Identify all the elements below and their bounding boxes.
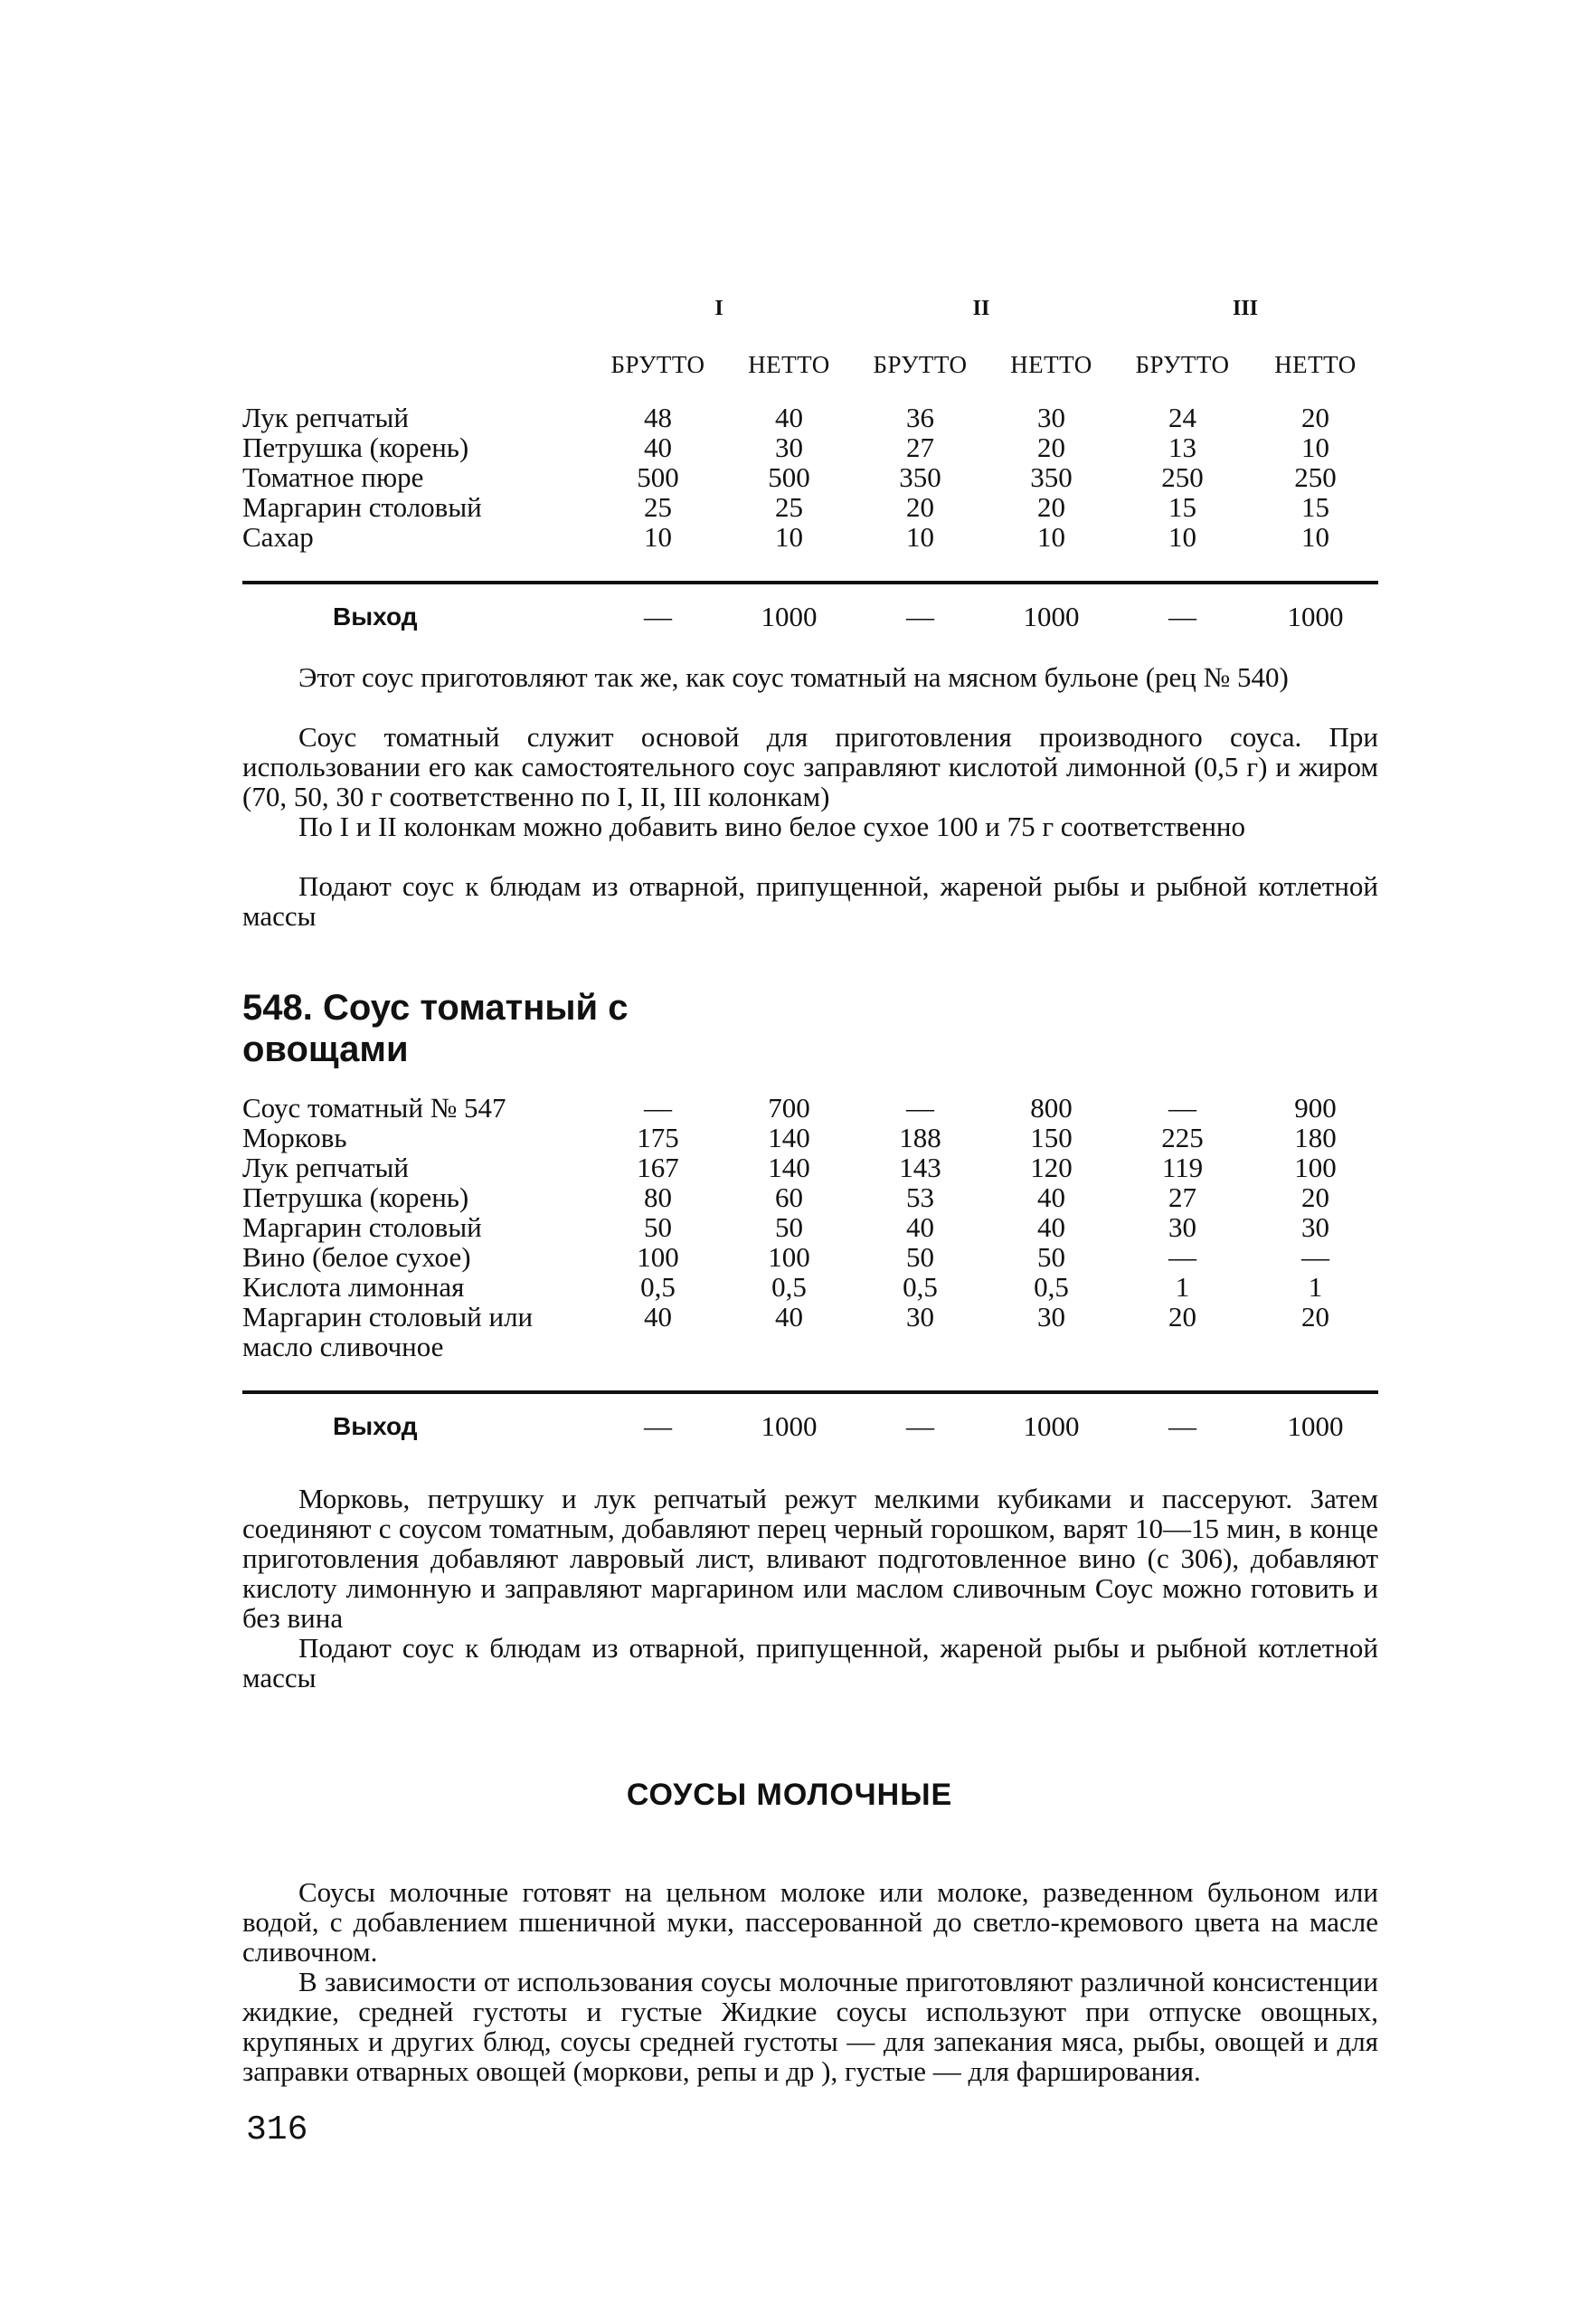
column-group-label: II: [972, 297, 990, 320]
table-cell: 30: [906, 1301, 934, 1333]
table-cell: 15: [1168, 491, 1196, 523]
ingredient-name: Петрушка (корень): [242, 1181, 469, 1213]
table-cell: 10: [644, 521, 672, 553]
paragraph: [242, 871, 1378, 931]
table-cell: 50: [906, 1241, 934, 1273]
table-cell: —: [906, 1092, 934, 1124]
paragraph: [242, 1967, 1378, 2086]
table-cell: 48: [644, 402, 672, 433]
table-row: [242, 1302, 1378, 1367]
table-row: [242, 1272, 1378, 1302]
paragraph: [242, 1877, 1378, 1967]
table-cell: 100: [1294, 1152, 1337, 1183]
column-subheader-row: [242, 350, 1378, 403]
table-row: [242, 1242, 1378, 1272]
table-cell: 100: [637, 1241, 679, 1273]
table-cell: 250: [1161, 461, 1204, 493]
table-cell: 10: [1037, 521, 1065, 553]
table-row: [242, 492, 1378, 522]
paragraph: [242, 722, 1378, 811]
table-cell: 140: [768, 1152, 810, 1183]
table-cell: 30: [1037, 1301, 1065, 1333]
column-subheader: БРУТТО: [873, 351, 968, 378]
table-cell: 700: [768, 1092, 810, 1124]
table-row: [242, 1153, 1378, 1182]
table-cell: 53: [906, 1181, 934, 1213]
ingredient-name: Петрушка (корень): [242, 432, 469, 463]
table-cell: 800: [1030, 1092, 1073, 1124]
table-cell: 20: [1037, 432, 1065, 463]
table-cell: 143: [899, 1152, 941, 1183]
ingredient-name: Лук репчатый: [242, 1152, 409, 1183]
paragraph: [242, 1484, 1378, 1633]
table-cell: 350: [1030, 461, 1073, 493]
ingredients-table-1: [242, 294, 1378, 648]
paragraph: [242, 811, 1378, 841]
table-row: [242, 1123, 1378, 1153]
table-cell: —: [1168, 1241, 1196, 1273]
table-row: [242, 462, 1378, 492]
table-row: [242, 1212, 1378, 1242]
table-row: [242, 1093, 1378, 1123]
ingredients-table-548: [242, 1093, 1378, 1457]
column-group-label: I: [714, 297, 723, 320]
paragraph-text: В зависимости от использования соусы молочные приготовляют различной консистенции жидкие, средней густоты и густые Жидкие соусы используют при отпуске овощных, крупяных и других блюд, соусы средней густоты — для запекания мяса, рыбы, овощей и для заправки отварных овощей (моркови, репы и др ), густые — для фарширования.: [242, 1966, 1378, 2087]
table-cell: 36: [906, 402, 934, 433]
table-cell: 40: [1037, 1211, 1065, 1243]
table-cell: 250: [1294, 461, 1337, 493]
ingredient-name: Маргарин столовый: [242, 491, 482, 523]
table-cell: 13: [1168, 432, 1196, 463]
table-cell: 10: [1168, 521, 1196, 553]
table-cell: —: [1112, 583, 1253, 648]
ingredient-name: Маргарин столовый или масло сливочное: [242, 1301, 534, 1362]
table-cell: 1000: [728, 1392, 850, 1457]
ingredient-name: Маргарин столовый: [242, 1211, 482, 1243]
table-cell: 0,5: [1034, 1271, 1069, 1303]
table-row: [242, 1182, 1378, 1212]
table-cell: 30: [775, 432, 803, 463]
output-label: Выход: [242, 583, 588, 648]
output-row: [242, 1392, 1378, 1457]
table-cell: 120: [1030, 1152, 1073, 1183]
ingredient-name: Соус томатный № 547: [242, 1092, 506, 1124]
table-cell: 20: [1037, 491, 1065, 523]
column-group-label: III: [1232, 297, 1259, 320]
table-cell: 30: [1301, 1211, 1329, 1243]
table-cell: 10: [1301, 521, 1329, 553]
table-cell: —: [588, 583, 728, 648]
table-cell: 175: [637, 1122, 679, 1153]
table-cell: 1: [1175, 1271, 1190, 1303]
table-cell: —: [1301, 1241, 1329, 1273]
table-row: [242, 432, 1378, 462]
paragraph: [242, 1633, 1378, 1693]
output-row: [242, 583, 1378, 648]
table-cell: 40: [906, 1211, 934, 1243]
column-subheader: НЕТТО: [1010, 351, 1092, 378]
paragraph-text: Соус томатный служит основой для приготовления производного соуса. При использовании его как самостоятельного соус заправляют кислотой лимонной (0,5 г) и жиром (70, 50, 30 г соответственно по I, II, III колонкам): [242, 721, 1378, 812]
paragraph-text: Соусы молочные готовят на цельном молоке или молоке, разведенном бульоном или водой, с добавлением пшеничной муки, пассерованной до светло-кремового цвета на масле сливочном.: [242, 1876, 1378, 1968]
table-cell: —: [850, 1392, 990, 1457]
table-cell: 30: [1037, 402, 1065, 433]
table-cell: 0,5: [903, 1271, 938, 1303]
section-title: СОУСЫ МОЛОЧНЫЕ: [626, 1778, 953, 1812]
table-cell: 500: [637, 461, 679, 493]
table-cell: 350: [899, 461, 941, 493]
table-cell: 119: [1161, 1152, 1204, 1183]
table-cell: 20: [1301, 1181, 1329, 1213]
column-group-header: [242, 294, 1378, 350]
table-cell: 40: [775, 402, 803, 433]
table-cell: —: [588, 1392, 728, 1457]
table-cell: 150: [1030, 1122, 1073, 1153]
paragraph: [242, 662, 1378, 692]
table-cell: 188: [899, 1122, 941, 1153]
table-cell: 0,5: [771, 1271, 807, 1303]
paragraph-text: Подают соус к блюдам из отварной, припущенной, жареной рыбы и рыбной котлетной массы: [242, 1632, 1378, 1693]
table-cell: 27: [1168, 1181, 1196, 1213]
table-cell: 225: [1161, 1122, 1204, 1153]
table-cell: 20: [1301, 1301, 1329, 1333]
column-subheader: БРУТТО: [1135, 351, 1230, 378]
ingredient-name: Кислота лимонная: [242, 1271, 465, 1303]
table-cell: 1000: [728, 583, 850, 648]
table-cell: 20: [1168, 1301, 1196, 1333]
table-cell: 167: [637, 1152, 679, 1183]
table-cell: 1000: [1253, 583, 1378, 648]
column-subheader: БРУТТО: [610, 351, 705, 378]
table-cell: 1000: [990, 583, 1112, 648]
ingredient-name: Вино (белое сухое): [242, 1241, 471, 1273]
table-cell: 24: [1168, 402, 1196, 433]
table-cell: 10: [906, 521, 934, 553]
table-cell: 50: [1037, 1241, 1065, 1273]
table-cell: 40: [644, 1301, 672, 1333]
table-cell: 1000: [1253, 1392, 1378, 1457]
table-cell: 25: [644, 491, 672, 523]
table-cell: 80: [644, 1181, 672, 1213]
table-cell: 20: [906, 491, 934, 523]
column-subheader: НЕТТО: [748, 351, 830, 378]
ingredient-name: Лук репчатый: [242, 402, 409, 433]
table-row: [242, 403, 1378, 432]
table-row: [242, 522, 1378, 557]
table-cell: 30: [1168, 1211, 1196, 1243]
paragraph-text: По I и II колонкам можно добавить вино белое сухое 100 и 75 г соответственно: [298, 811, 1246, 842]
paragraph-text: Морковь, петрушку и лук репчатый режут мелкими кубиками и пассеруют. Затем соединяют с соусом томатным, добавляют перец черный горошком, варят 10—15 мин, в конце приготовления добавляют лавровый лист, вливают подготовленное вино (с 306), добавляют кислоту лимонную и заправляют маргарином или маслом сливочным Соус можно готовить и без вина: [242, 1483, 1378, 1634]
table-cell: —: [1168, 1092, 1196, 1124]
table-cell: 180: [1294, 1122, 1337, 1153]
table-cell: 40: [644, 432, 672, 463]
table-cell: 50: [644, 1211, 672, 1243]
page-number: 316: [246, 2111, 308, 2149]
ingredient-name: Томатное пюре: [242, 461, 424, 493]
table-cell: 60: [775, 1181, 803, 1213]
ingredient-name: Сахар: [242, 521, 314, 553]
table-cell: 50: [775, 1211, 803, 1243]
table-cell: 900: [1294, 1092, 1337, 1124]
table-cell: 100: [768, 1241, 810, 1273]
table-cell: 25: [775, 491, 803, 523]
table-cell: 40: [1037, 1181, 1065, 1213]
ingredient-name: Морковь: [242, 1122, 347, 1153]
column-subheader: НЕТТО: [1274, 351, 1357, 378]
table-cell: 15: [1301, 491, 1329, 523]
table-cell: —: [1112, 1392, 1253, 1457]
table-cell: 0,5: [640, 1271, 676, 1303]
output-label: Выход: [242, 1392, 588, 1457]
paragraph-text: Этот соус приготовляют так же, как соус томатный на мясном бульоне (рец № 540): [298, 661, 1289, 693]
table-cell: 140: [768, 1122, 810, 1153]
recipe-title: 548. Соус томатный с овощами: [242, 988, 629, 1069]
table-cell: 27: [906, 432, 934, 463]
paragraph-text: Подают соус к блюдам из отварной, припущенной, жареной рыбы и рыбной котлетной массы: [242, 870, 1378, 932]
table-cell: 1000: [990, 1392, 1112, 1457]
table-cell: 20: [1301, 402, 1329, 433]
table-cell: 40: [775, 1301, 803, 1333]
table-cell: —: [644, 1092, 672, 1124]
table-cell: —: [850, 583, 990, 648]
table-cell: 500: [768, 461, 810, 493]
table-cell: 10: [1301, 432, 1329, 463]
table-cell: 10: [775, 521, 803, 553]
table-cell: 1: [1308, 1271, 1323, 1303]
